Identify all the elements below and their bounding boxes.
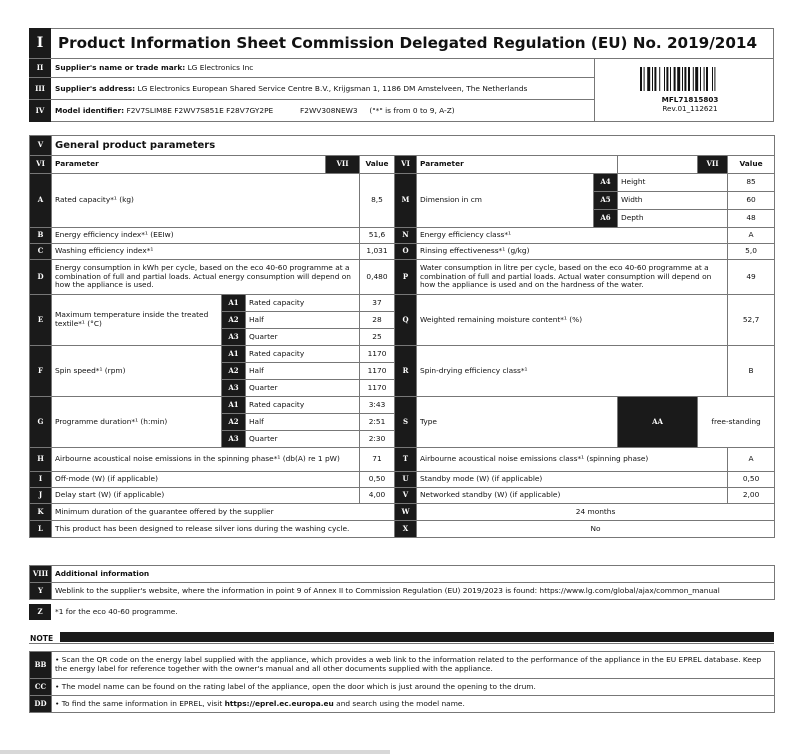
divider <box>594 58 595 122</box>
additional-info-table <box>29 565 775 600</box>
value-standby: 0,50 <box>728 472 775 488</box>
row-letter-h: H <box>30 448 52 472</box>
note-bar <box>60 632 774 642</box>
row-letter-t: T <box>395 448 417 472</box>
code-a4: A4 <box>594 174 618 192</box>
roman-vi-right: VI <box>395 156 417 174</box>
label-rated-capacity: Rated capacity <box>246 397 360 414</box>
value-height: 85 <box>728 174 775 192</box>
row-letter-f: F <box>30 346 52 397</box>
note-code-cc: CC <box>30 679 52 696</box>
roman-iii: III <box>29 78 51 99</box>
row-letter-m: M <box>395 174 417 228</box>
header-roman: I <box>29 28 51 58</box>
roman-iv: IV <box>29 100 51 122</box>
row-letter-i: I <box>30 472 52 488</box>
column-parameter: Parameter <box>52 156 326 174</box>
barcode-bar <box>714 67 715 91</box>
barcode-bar <box>704 67 705 91</box>
param-eei: Energy efficiency index*¹ (EEIw) <box>52 228 360 244</box>
code-a6: A6 <box>594 210 618 228</box>
barcode-bar <box>677 67 680 91</box>
value-depth: 48 <box>728 210 775 228</box>
barcode-bar <box>688 67 690 91</box>
column-parameter-right: Parameter <box>417 156 618 174</box>
note-table <box>29 651 775 713</box>
label-quarter: Quarter <box>246 431 360 448</box>
model-identifier-value: F2V7SLIM8E F2WV7S851E F28V7GY2PE <box>126 106 274 115</box>
row-letter-l: L <box>30 521 52 538</box>
row-letter-d: D <box>30 260 52 295</box>
barcode-bar <box>674 67 676 91</box>
param-energy-class: Energy efficiency class*¹ <box>417 228 728 244</box>
note-text-bb: • Scan the QR code on the energy label supplied with the appliance, which provides a web link to the information related to the performance of the appliance in the EU EPREL database. Keep the energy label for reference together with the owner's manual and all other documents supplied with the appliance. <box>52 652 775 679</box>
param-type: Type <box>417 397 618 448</box>
param-dimension: Dimension in cm <box>417 174 594 228</box>
value-width: 60 <box>728 192 775 210</box>
model-identifier-note: ("*" is from 0 to 9, A-Z) <box>369 106 455 115</box>
value-spin-half: 1170 <box>360 363 395 380</box>
barcode-bar <box>652 67 653 91</box>
param-off-mode: Off-mode (W) (if applicable) <box>52 472 360 488</box>
roman-v: V <box>30 136 52 156</box>
param-noise-class: Airbourne acoustical noise emissions class*¹ (spinning phase) <box>417 448 728 472</box>
label-rated-capacity: Rated capacity <box>246 346 360 363</box>
value-networked-standby: 2,00 <box>728 488 775 504</box>
barcode-bar <box>644 67 645 91</box>
row-letter-q: Q <box>395 295 417 346</box>
param-water-consumption: Water consumption in litre per cycle, based on the eco 40-60 programme at a combination of full and partial loads. Actual water consumption will depend on how the appliance is used and on the hardness of the water. <box>417 260 728 295</box>
label-width: Width <box>618 192 728 210</box>
value-duration-half: 2:51 <box>360 414 395 431</box>
value-eei: 51,6 <box>360 228 395 244</box>
roman-vii: VII <box>326 156 360 174</box>
weblink-text: Weblink to the supplier's website, where the information in point 9 of Annex II to Commission Regulation (EU) 2019/2023 is found: https://www.lg.com/global/ajax/common_manual <box>52 583 775 600</box>
model-identifier-extra <box>300 100 455 122</box>
row-letter-a: A <box>30 174 52 228</box>
value-duration-rated: 3:43 <box>360 397 395 414</box>
value-noise-class: A <box>728 448 775 472</box>
code-a3: A3 <box>222 329 246 346</box>
roman-viii: VIII <box>30 566 52 583</box>
roman-vii-right: VII <box>698 156 728 174</box>
note-text-dd <box>52 696 775 713</box>
model-identifier-row <box>55 100 273 122</box>
row-letter-x: X <box>395 521 417 538</box>
value-type: free-standing <box>698 397 775 448</box>
value-delay-start: 4,00 <box>360 488 395 504</box>
horizontal-scrollbar[interactable] <box>0 750 390 754</box>
row-letter-k: K <box>30 504 52 521</box>
code-a1: A1 <box>222 295 246 312</box>
param-delay-start: Delay start (W) (if applicable) <box>52 488 360 504</box>
barcode-bar <box>640 67 642 91</box>
barcode-bar <box>666 67 668 91</box>
row-letter-s: S <box>395 397 417 448</box>
model-identifier-value-2: F2WV308NEW3 <box>300 106 358 115</box>
row-letter-g: G <box>30 397 52 448</box>
roman-vi: VI <box>30 156 52 174</box>
param-rated-capacity: Rated capacity*¹ (kg) <box>52 174 360 228</box>
barcode-bar <box>706 67 708 91</box>
column-value: Value <box>360 156 395 174</box>
row-letter-b: B <box>30 228 52 244</box>
value-guarantee: 24 months <box>417 504 775 521</box>
value-energy-consumption: 0,480 <box>360 260 395 295</box>
param-moisture: Weighted remaining moisture content*¹ (%) <box>417 295 728 346</box>
row-letter-v: V <box>395 488 417 504</box>
supplier-name-value: LG Electronics Inc <box>187 63 254 72</box>
param-noise-emissions: Airbourne acoustical noise emissions in the spinning phase*¹ (db(A) re 1 pW) <box>52 448 360 472</box>
value-spin-quarter: 1170 <box>360 380 395 397</box>
barcode-code: MFL71815803 <box>661 95 719 104</box>
barcode-bar <box>647 67 650 91</box>
param-guarantee: Minimum duration of the guarantee offered by the supplier <box>52 504 395 521</box>
code-a2: A2 <box>222 414 246 431</box>
supplier-address-label: Supplier's address: <box>55 84 136 93</box>
code-a3: A3 <box>222 431 246 448</box>
row-letter-y: Y <box>30 583 52 600</box>
param-rinsing: Rinsing effectiveness*¹ (g/kg) <box>417 244 728 260</box>
note-code-dd: DD <box>30 696 52 713</box>
value-temp-quarter: 25 <box>360 329 395 346</box>
param-spin-speed: Spin speed*¹ (rpm) <box>52 346 222 397</box>
value-water-consumption: 49 <box>728 260 775 295</box>
code-a2: A2 <box>222 363 246 380</box>
barcode-bar <box>693 67 694 91</box>
footnote-text: *1 for the eco 40-60 programme. <box>55 607 178 616</box>
param-programme-duration: Programme duration*¹ (h:min) <box>52 397 222 448</box>
supplier-name-label: Supplier's name or trade mark: <box>55 63 186 72</box>
param-networked-standby: Networked standby (W) (if applicable) <box>417 488 728 504</box>
code-a5: A5 <box>594 192 618 210</box>
param-energy-consumption: Energy consumption in kWh per cycle, based on the eco 40-60 programme at a combination of full and partial loads. Actual energy consumption will depend on how the appliance is used. <box>52 260 360 295</box>
param-spin-drying-class: Spin-drying efficiency class*¹ <box>417 346 728 397</box>
note-dd-post: and search using the model name. <box>333 698 465 708</box>
barcode-revision: Rev.01_112621 <box>662 104 718 113</box>
barcode-icon <box>640 67 740 91</box>
model-identifier-label: Model identifier: <box>55 106 125 115</box>
additional-title: Additional information <box>52 566 775 583</box>
value-off-mode: 0,50 <box>360 472 395 488</box>
param-washing-efficiency: Washing efficiency index*¹ <box>52 244 360 260</box>
barcode-bar <box>664 67 665 91</box>
barcode-bar <box>695 67 698 91</box>
supplier-address-row <box>55 78 527 99</box>
row-letter-j: J <box>30 488 52 504</box>
barcode-bar <box>684 67 686 91</box>
row-letter-c: C <box>30 244 52 260</box>
column-value-right: Value <box>728 156 775 174</box>
label-quarter: Quarter <box>246 329 360 346</box>
row-letter-e: E <box>30 295 52 346</box>
code-a3: A3 <box>222 380 246 397</box>
value-temp-rated: 37 <box>360 295 395 312</box>
value-silver-ions: No <box>417 521 775 538</box>
value-rated-capacity: 8,5 <box>360 174 395 228</box>
param-standby: Standby mode (W) (if applicable) <box>417 472 728 488</box>
barcode-bar <box>654 67 656 91</box>
row-letter-o: O <box>395 244 417 260</box>
value-washing-efficiency: 1,031 <box>360 244 395 260</box>
label-half: Half <box>246 414 360 431</box>
label-half: Half <box>246 363 360 380</box>
note-dd-pre: • To find the same information in EPREL, visit <box>55 698 225 708</box>
note-code-bb: BB <box>30 652 52 679</box>
barcode-bar <box>659 67 660 91</box>
general-parameters-table <box>29 135 775 538</box>
row-letter-n: N <box>395 228 417 244</box>
code-a1: A1 <box>222 397 246 414</box>
divider <box>29 643 774 644</box>
code-a1: A1 <box>222 346 246 363</box>
value-moisture: 52,7 <box>728 295 775 346</box>
general-title: General product parameters <box>52 136 775 156</box>
supplier-address-value: LG Electronics European Shared Service Centre B.V., Krijgsman 1, 1186 DM Amstelveen, The Netherlands <box>137 84 528 93</box>
label-height: Height <box>618 174 728 192</box>
value-energy-class: A <box>728 228 775 244</box>
barcode-bar <box>700 67 701 91</box>
value-spin-rated: 1170 <box>360 346 395 363</box>
label-rated-capacity: Rated capacity <box>246 295 360 312</box>
row-letter-u: U <box>395 472 417 488</box>
supplier-name-row <box>55 59 253 77</box>
param-silver-ions: This product has been designed to release silver ions during the washing cycle. <box>52 521 395 538</box>
label-quarter: Quarter <box>246 380 360 397</box>
row-letter-w: W <box>395 504 417 521</box>
row-letter-p: P <box>395 260 417 295</box>
row-letter-z: Z <box>29 604 51 620</box>
value-noise-emissions: 71 <box>360 448 395 472</box>
note-text-cc: • The model name can be found on the rating label of the appliance, open the door which is just around the opening to the drum. <box>52 679 775 696</box>
code-a2: A2 <box>222 312 246 329</box>
barcode-bar <box>712 67 713 91</box>
label-depth: Depth <box>618 210 728 228</box>
roman-ii: II <box>29 59 51 77</box>
value-duration-quarter: 2:30 <box>360 431 395 448</box>
row-letter-r: R <box>395 346 417 397</box>
page-title: Product Information Sheet Commission Delegated Regulation (EU) No. 2019/2014 <box>58 34 758 52</box>
barcode-bar <box>670 67 671 91</box>
code-aa: AA <box>618 397 698 448</box>
label-half: Half <box>246 312 360 329</box>
value-temp-half: 28 <box>360 312 395 329</box>
note-title: NOTE <box>30 634 54 643</box>
eprel-link[interactable]: https://eprel.ec.europa.eu <box>224 698 334 708</box>
param-max-temperature: Maximum temperature inside the treated textile*¹ (°C) <box>52 295 222 346</box>
value-rinsing: 5,0 <box>728 244 775 260</box>
value-spin-drying-class: B <box>728 346 775 397</box>
barcode-bar <box>682 67 683 91</box>
